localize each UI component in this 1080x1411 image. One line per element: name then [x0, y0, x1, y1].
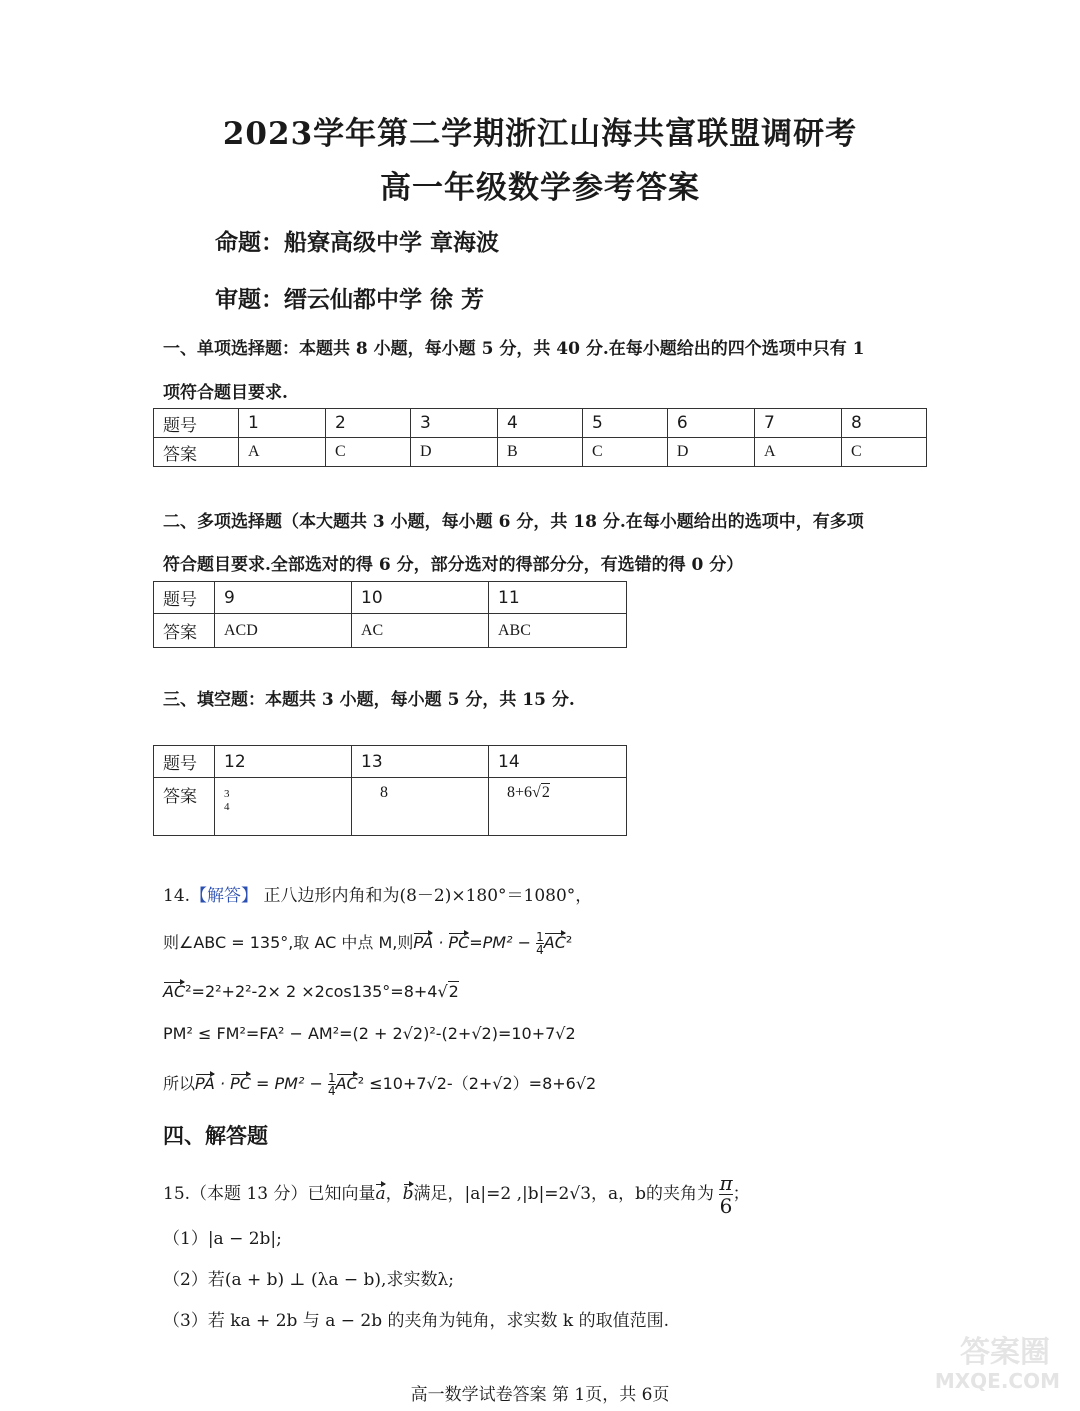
question-number: 11 — [489, 582, 627, 614]
fraction: 3 4 — [224, 788, 230, 813]
answer-cell: 8+6√2 — [489, 778, 627, 836]
page-footer: 高一数学试卷答案 第 1页，共 6页 — [410, 1385, 670, 1405]
reviewer-line: 审题：缙云仙都中学 徐 芳 — [215, 286, 485, 313]
answer-cell: D — [410, 438, 497, 467]
answer-cell: A — [754, 438, 841, 467]
row-label-question: 题号 — [154, 582, 215, 614]
answer-cell: A — [239, 438, 326, 467]
row-label-answer: 答案 — [154, 438, 239, 467]
solution14-line1: 14.【解答】 正八边形内角和为(8－2)×180°＝1080°， — [163, 886, 593, 906]
author-line: 命题：船寮高级中学 章海波 — [215, 229, 500, 256]
solution14-line5: 所以PA · PC = PM² − $\frac{1}{4}$ AC² ≤10+7√2-（2+√2）=8+6√2 — [163, 1071, 597, 1098]
question-number: 12 — [215, 746, 352, 778]
question-number: 5 — [582, 409, 667, 438]
section3-answer-table — [153, 745, 627, 836]
watermark-url: MXQE.COM — [934, 1369, 1060, 1393]
section2-answer-table — [153, 581, 627, 648]
row-label-answer: 答案 — [154, 778, 215, 836]
question-number: 6 — [667, 409, 754, 438]
question-number: 1 — [239, 409, 326, 438]
question-number: 4 — [498, 409, 583, 438]
section1-heading-cont: 项符合题目要求. — [163, 383, 288, 403]
question-number: 9 — [215, 582, 352, 614]
q15-part3: （3）若 ka + 2b 与 a − 2b 的夹角为钝角，求实数 k 的取值范围. — [163, 1311, 670, 1331]
question-number: 10 — [352, 582, 489, 614]
row-label-question: 题号 — [154, 746, 215, 778]
question-number: 13 — [352, 746, 489, 778]
answer-cell: ACD — [215, 614, 352, 648]
question-number: 14 — [489, 746, 627, 778]
answer-cell: ABC — [489, 614, 627, 648]
question-number: 8 — [841, 409, 926, 438]
section1-answer-table — [153, 408, 927, 467]
section2-heading: 二、多项选择题（本大题共 3 小题，每小题 6 分，共 18 分.在每小题给出的选项中，有多项 — [163, 512, 864, 532]
answer-cell: D — [667, 438, 754, 467]
section4-heading: 四、解答题 — [163, 1123, 268, 1148]
answer-cell: B — [498, 438, 583, 467]
answer-cell: C — [326, 438, 411, 467]
solution14-line3: AC²=2²+2²-2× 2 ×2cos135°=8+4√2 — [163, 982, 459, 1001]
answer-cell — [215, 778, 352, 836]
q15-part1: （1）|a − 2b|; — [163, 1229, 282, 1249]
solution-tag: 【解答】 — [190, 886, 259, 906]
question-number: 2 — [326, 409, 411, 438]
title-line-2: 高一年级数学参考答案 — [380, 170, 700, 206]
question-number: 7 — [754, 409, 841, 438]
solution14-line4: PM² ≤ FM²=FA² − AM²=(2 + 2√2)²-(2+√2)=10+7√2 — [163, 1024, 576, 1043]
answer-cell: C — [582, 438, 667, 467]
watermark-logo: 答案圈 — [960, 1335, 1050, 1370]
answer-cell: AC — [352, 614, 489, 648]
section2-heading-cont: 符合题目要求.全部选对的得 6 分，部分选对的得部分分，有选错的得 0 分） — [163, 555, 744, 575]
section1-heading: 一、单项选择题：本题共 8 小题，每小题 5 分，共 40 分.在每小题给出的四个选项中只有 1 — [163, 339, 865, 359]
row-label-question: 题号 — [154, 409, 239, 438]
answer-cell: 8 — [352, 778, 489, 836]
q15-part2: （2）若(a + b) ⊥ (λa − b),求实数λ; — [163, 1270, 454, 1290]
answer-cell: C — [841, 438, 926, 467]
solution14-line2: 则∠ABC = 135°,取 AC 中点 M,则PA · PC=PM² − $\frac{1}{4}$ AC² — [163, 930, 573, 957]
title-line-1: 2023学年第二学期浙江山海共富联盟调研考 — [222, 116, 858, 152]
question-number: 3 — [410, 409, 497, 438]
row-label-answer: 答案 — [154, 614, 215, 648]
q15-intro: 15.（本题 13 分）已知向量a，b满足，|a|=2 ,|b|=2√3，a，b的夹角为 $\frac{\pi}{6}$ ； — [163, 1171, 750, 1218]
section3-heading: 三、填空题：本题共 3 小题，每小题 5 分，共 15 分. — [163, 690, 575, 710]
